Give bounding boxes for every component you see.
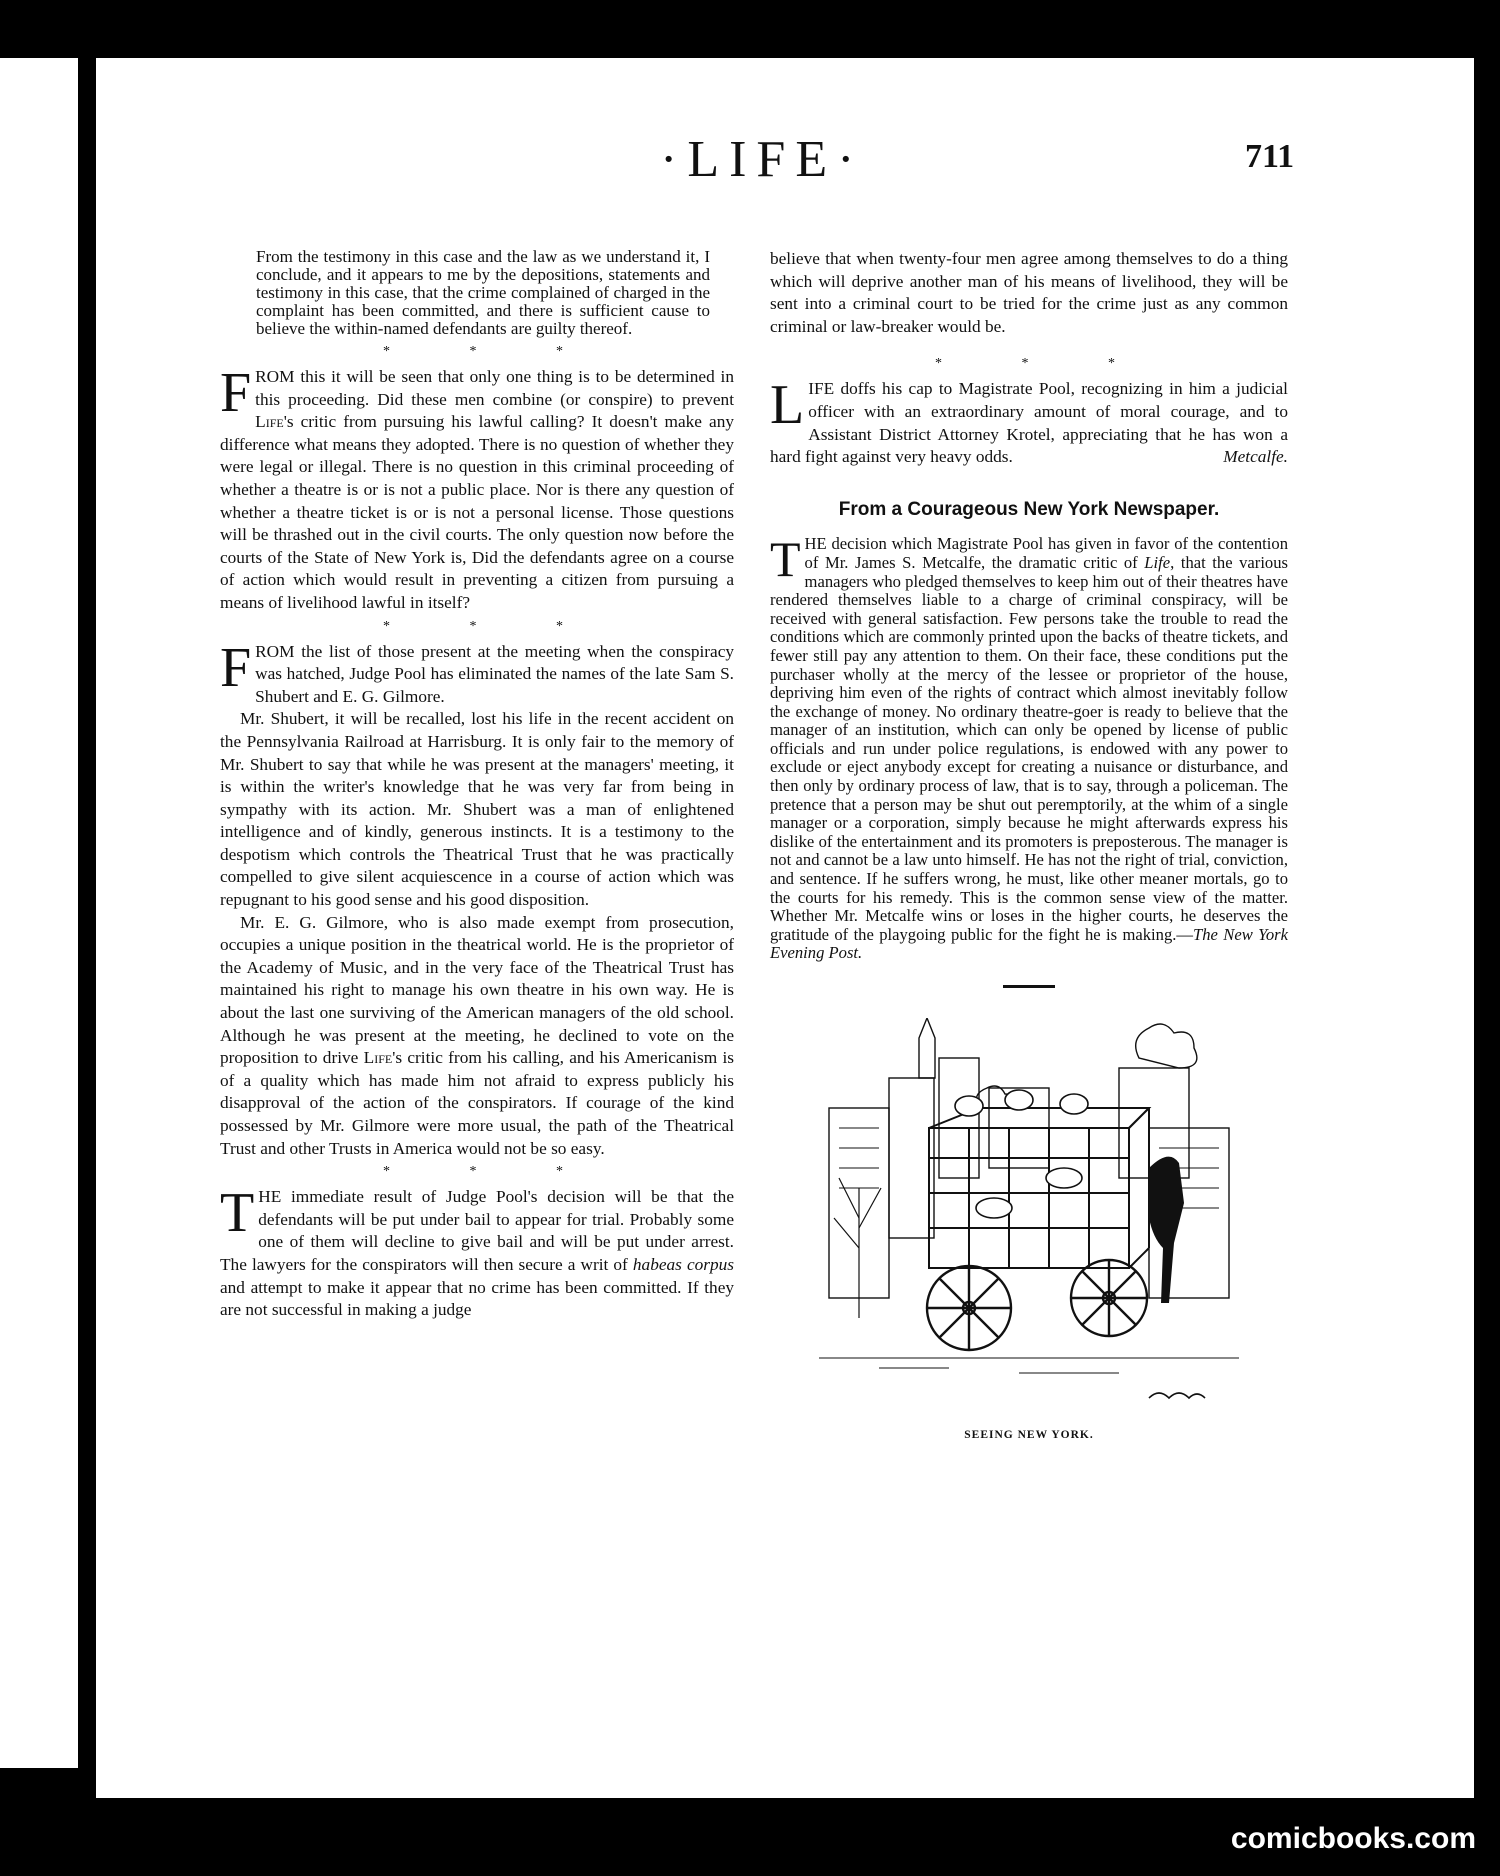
page-number: 711 <box>1245 138 1295 175</box>
paragraph: THE immediate result of Judge Pool's decision will be that the defendants will be put under bail to appear for trial. Probably some one of them will decline to give bail and will be put under arrest. The lawyers for the conspirators will then secure a writ of habeas corpus and attempt to make it appear that no crime has been committed. If they are not successful in making a judge <box>220 1182 734 1320</box>
watermark: comicbooks.com <box>1230 1822 1476 1855</box>
section-heading: From a Courageous New York Newspaper. <box>838 498 1220 520</box>
drop-cap: F <box>220 636 252 699</box>
section-separator: * * * <box>383 1164 601 1180</box>
right-column <box>770 248 1288 1447</box>
masthead: ·LIFE· <box>660 131 865 188</box>
paragraph: Mr. E. G. Gilmore, who is also made exempt from prosecution, occupies a unique position in the theatrical world. He is the proprietor of the Academy of Music, and in the very face of the Theatrical Trust has maintained his right to manage his own theatre in his own way. He is about the last one surviving of the American managers of the old school. Although he was present at the meeting, he declined to vote on the proposition to drive Life's critic from his calling, and his Americanism is of a quality which has made him not afraid to express publicly his disapproval of the action of the conspirators. If courage of the kind possessed by Mr. Gilmore were more usual, the path of the Theatrical Trust and other Trusts in America would not be so easy. <box>220 912 734 1158</box>
paragraph: THE decision which Magistrate Pool has given in favor of the contention of Mr. James S. Metcalfe, the dramatic critic of Life, that the various managers who pledged themselves to keep him out of their theatres have rendered themselves liable to a charge of criminal conspiracy, will be received with general satisfaction. Few persons take the trouble to read the conditions which are commonly printed upon the backs of theatre tickets, and fewer still pay any attention to them. On their face, these conditions put the purchaser wholly at the mercy of the lessee or proprietor of the house, depriving him even of the rights of contract which almost inevitably follow the exchange of money. No ordinary theatre-goer is ready to believe that the manager of an institution, which can only be opened by license of public officials and run under police regulations, is endowed with any power to exclude or eject anybody except for creating a nuisance or disturbance, and then only by ordinary process of law, that is to say, through a policeman. The pretence that a person may be shut out peremptorily, at the whim of a single manager or a corporation, simply because he might afterwards express his dislike of the entertainment and its promoters is preposterous. The manager is not and cannot be a law unto himself. He has not the right of trial, conviction, and sentence. If he suffers wrong, he must, like other meaner mortals, go to the courts for his remedy. This is the common sense view of the matter. Whether Mr. Metcalfe wins or loses in the higher courts, he deserves the gratitude of the playgoing public for the fight he is making.—The New York Evening Post. <box>770 531 1289 963</box>
cartoon-illustration <box>819 1018 1239 1418</box>
paragraph: FROM the list of those present at the meeting when the conspiracy was hatched, Judge Pool has eliminated the names of the late Sam S. Shubert and E. G. Gilmore. <box>220 636 734 706</box>
drop-cap: T <box>220 1182 255 1245</box>
signature: Metcalfe. <box>1223 447 1288 467</box>
paragraph: believe that when twenty-four men agree among themselves to do a thing which will deprive another man of his means of livelihood, they will be sent into a criminal court to be tried for the crime just as any common criminal or law-breaker would be. <box>770 249 1288 336</box>
section-separator: * * * <box>383 344 601 359</box>
paragraph: Mr. Shubert, it will be recalled, lost his life in the recent accident on the Pennsylvania Railroad at Harrisburg. It is only fair to the memory of Mr. Shubert to say that while he was present at the managers' meeting, it is within the writer's knowledge that he was very far from being in sympathy with its action. Mr. Shubert was a man of enlightened intelligence and of kindly, generous instincts. It is a testimony to the despotism which controls the Theatrical Trust that he was practically compelled to give silent acquiescence in a course of action which was repugnant to his good sense and his good disposition. <box>220 709 734 910</box>
adjacent-page-edge <box>0 58 78 1768</box>
paragraph: FROM this it will be seen that only one thing is to be determined in this proceeding. Did these men combine (or conspire) to prevent Life's critic from pursuing his lawful calling? It doesn't make any difference what means they adopted. There is no question of whether they were legal or illegal. There is no question in this criminal proceeding of whether a theatre is or is not a public place. Nor is there any question of whether a theatre ticket is or is not a personal license. Those questions will be thrashed out in the civil courts. The only question now before the courts of the State of New York is, Did the defendants agree on a course of action which would result in preventing a citizen from pursuing a means of livelihood lawful in itself? <box>220 362 734 612</box>
illustration-caption: SEEING NEW YORK. <box>964 1429 1094 1441</box>
paragraph: LIFE doffs his cap to Magistrate Pool, recognizing in him a judicial officer with an extraordinary amount of moral courage, and to Assistant District Attorney Krotel, appreciating that he has won a hard fight against very heavy odds. Metcalfe. <box>770 378 1288 468</box>
divider-rule <box>1003 985 1055 988</box>
section-separator: * * * <box>935 356 1153 372</box>
drop-cap: T <box>770 531 801 588</box>
court-quote: From the testimony in this case and the law as we understand it, I conclude, and it appears to me by the depositions, statements and testimony in this case, that the crime complained of charged in the complaint has been committed, and there is sufficient cause to believe the within-named defendants are guilty thereof. <box>256 247 710 338</box>
left-column <box>220 248 734 1322</box>
section-separator: * * * <box>383 618 601 634</box>
drop-cap: L <box>770 374 805 437</box>
drop-cap: F <box>220 362 252 424</box>
